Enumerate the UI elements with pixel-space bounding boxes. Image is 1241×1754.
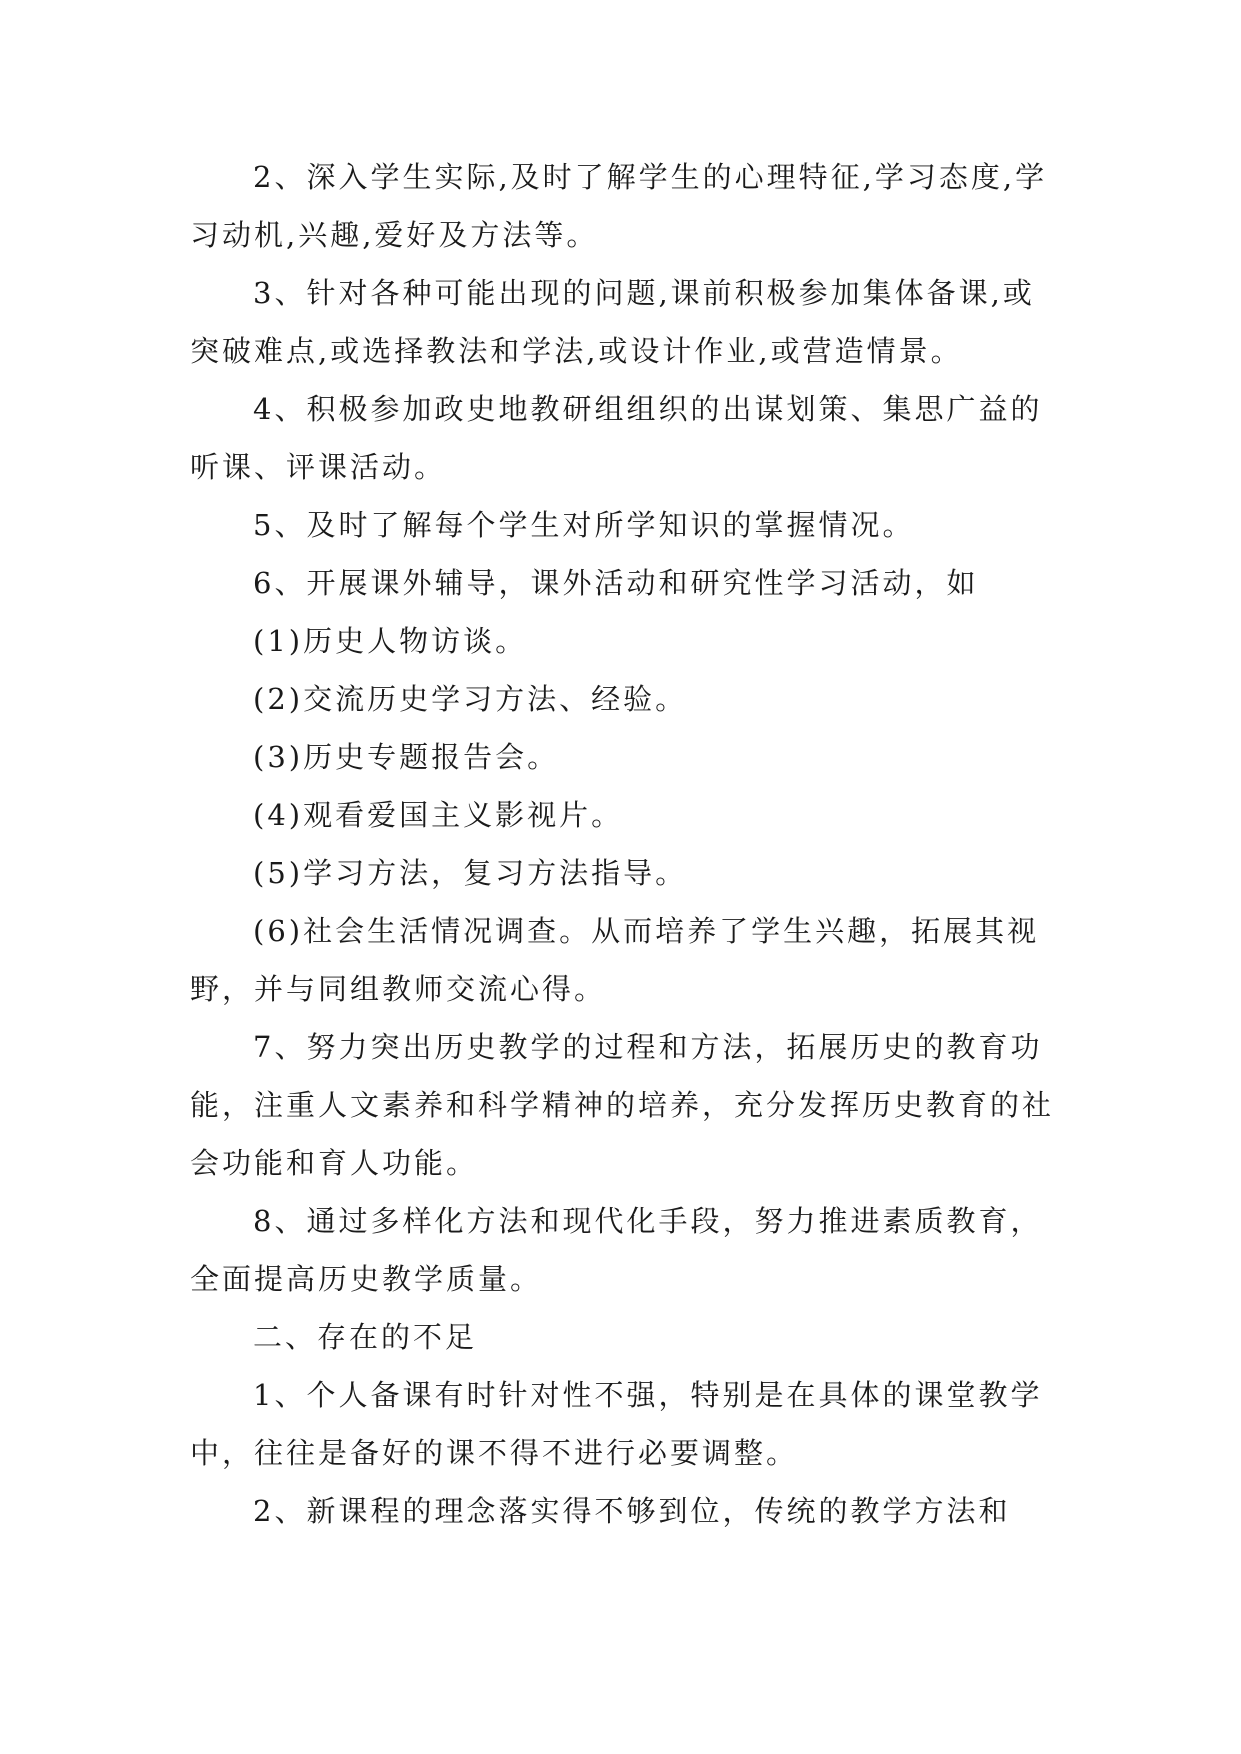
section-heading: 二、存在的不足 (253, 1320, 478, 1354)
sub-item-4: (4)观看爱国主义影视片。 (253, 798, 624, 832)
shortcoming-item-1: 1、个人备课有时针对性不强，特别是在具体的课堂教学中，往往是备好的课不得不进行必要调整。 (190, 1378, 1043, 1470)
shortcoming-item-2: 2、新课程的理念落实得不够到位，传统的教学方法和 (253, 1494, 1011, 1528)
paragraph-item-8: 8、通过多样化方法和现代化手段，努力推进素质教育，全面提高历史教学质量。 (190, 1204, 1043, 1296)
sub-item-1: (1)历史人物访谈。 (253, 624, 528, 658)
paragraph-item-4: 4、积极参加政史地教研组组织的出谋划策、集思广益的听课、评课活动。 (190, 392, 1043, 484)
paragraph-item-7: 7、努力突出历史教学的过程和方法，拓展历史的教育功能，注重人文素养和科学精神的培养，充分发挥历史教育的社会功能和育人功能。 (190, 1030, 1055, 1180)
paragraph-item-3: 3、针对各种可能出现的问题,课前积极参加集体备课,或突破难点,或选择教法和学法,或设计作业,或营造情景。 (190, 276, 1035, 368)
sub-item-5: (5)学习方法，复习方法指导。 (253, 856, 688, 890)
sub-item-2: (2)交流历史学习方法、经验。 (253, 682, 688, 716)
paragraph-item-2: 2、深入学生实际,及时了解学生的心理特征,学习态度,学习动机,兴趣,爱好及方法等。 (190, 160, 1048, 252)
sub-item-6: (6)社会生活情况调查。从而培养了学生兴趣，拓展其视野，并与同组教师交流心得。 (190, 914, 1040, 1006)
paragraph-item-6: 6、开展课外辅导，课外活动和研究性学习活动，如 (253, 566, 979, 600)
paragraph-item-5: 5、及时了解每个学生对所学知识的掌握情况。 (253, 508, 915, 542)
sub-item-3: (3)历史专题报告会。 (253, 740, 560, 774)
